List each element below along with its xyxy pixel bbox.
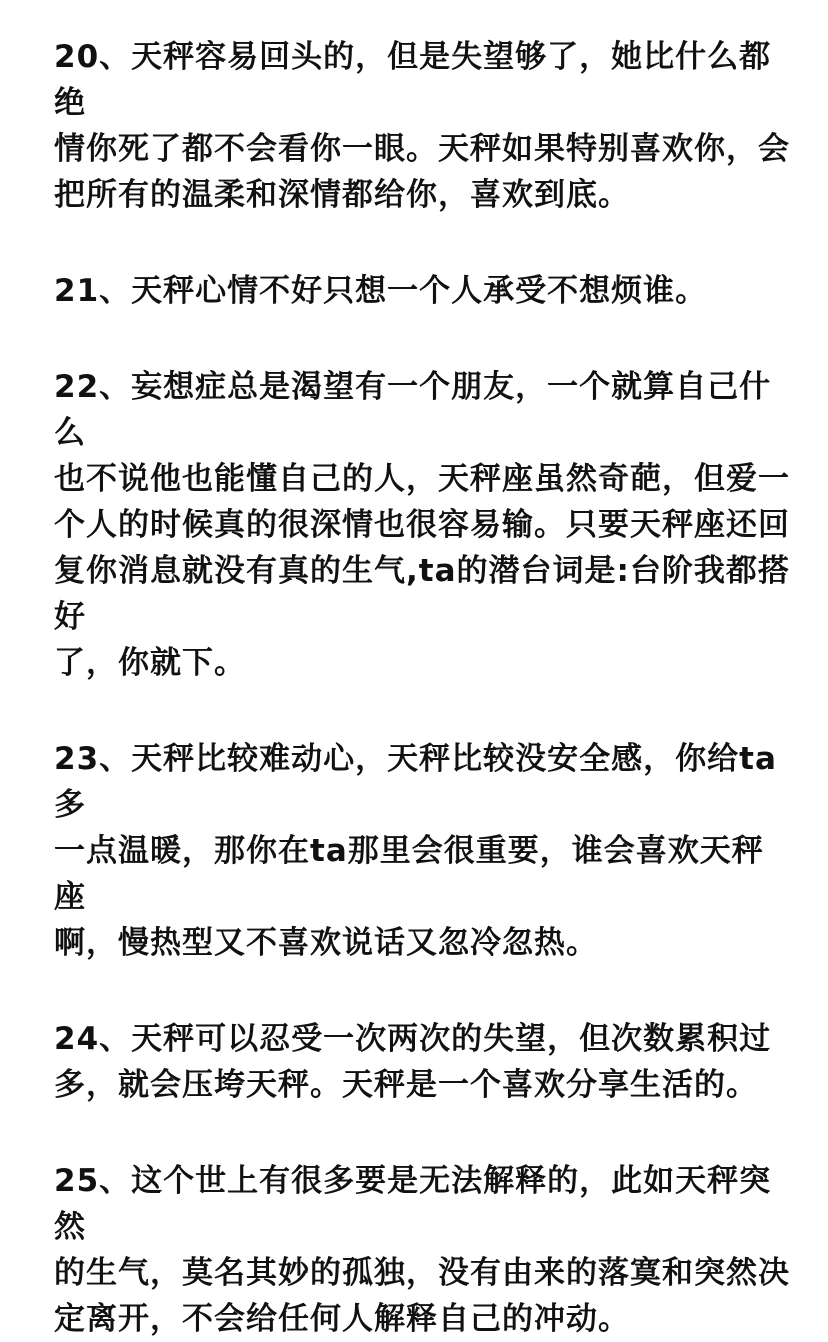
paragraph-25: 25、这个世上有很多要是无法解释的，此如天秤突然 的生气，莫名其妙的孤独，没有由来的落寞和突然决 定离开，不会给任何人解释自己的冲动。 <box>54 1163 790 1337</box>
paragraph-22: 22、妄想症总是渴望有一个朋友，一个就算自己什么 也不说他也能懂自己的人，天秤座虽然奇葩，但爱一 个人的时候真的很深情也很容易输。只要天秤座还回 复你消息就没有真的生气,ta的潜台词是:台阶我都搭好 了，你就下。 <box>54 369 790 681</box>
text-content <box>54 34 790 1342</box>
paragraph-20: 20、天秤容易回头的，但是失望够了，她比什么都绝 情你死了都不会看你一眼。天秤如果特别喜欢你，会 把所有的温柔和深情都给你，喜欢到底。 <box>54 39 790 213</box>
paragraph-23: 23、天秤比较难动心，天秤比较没安全感，你给ta多 一点温暖，那你在ta那里会很重要，谁会喜欢天秤座 啊，慢热型又不喜欢说话又忽冷忽热。 <box>54 741 777 961</box>
paragraph-24: 24、天秤可以忍受一次两次的失望，但次数累积过 多，就会压垮天秤。天秤是一个喜欢分享生活的。 <box>54 1021 772 1103</box>
paragraph-21: 21、天秤心情不好只想一个人承受不想烦谁。 <box>54 273 708 309</box>
